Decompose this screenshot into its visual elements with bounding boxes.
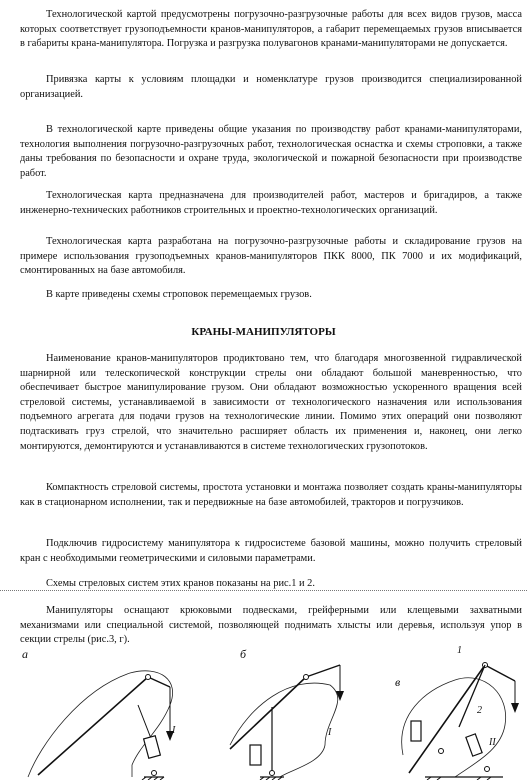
paragraph-section-1: Наименование кранов-манипуляторов продиктовано тем, что благодаря многозвенной гидравлической шарнирной или телескопической конструкции стрелы они обладают большой маневренностью, что обеспечивает быстрое манипулирование грузом. Они обладают возможностью ускоренного вращения всей стреловой системы, устанавливаемой в зависимости от технологического назначения или использования подъемного агрегата для подачи грузов на технологические линии. Помимо этих операций они позволяют подтаскивать груз стрелой, что значительно расширяет область их применения и, наконец, они легко монтируются, демонтируются и устанавливаются в системе технологических грузопотоков. [20,353,522,452]
paragraph-intro-2: Привязка карты к условиям площадки и номенклатуре грузов производится специализированной организацией. [20,74,522,100]
panel-a-label-I: I [172,725,176,736]
section-heading: КРАНЫ-МАНИПУЛЯТОРЫ [191,326,336,338]
figure-panel-v [385,645,525,780]
figure-panel-a [20,645,190,780]
paragraph-intro-4: Технологическая карта предназначена для производителей работ, мастеров и бригадиров, а также инженерно-технических работников строительных и проектно-технологических организаций. [20,190,522,216]
panel-a-letter: а [22,647,28,661]
figure-panel-b [210,645,370,780]
paragraph-section-5: Манипуляторы оснащают крюковыми подвесками, грейферными или клещевыми захватными механизмами или специальной системой, позволяющей поднимать хлысты или деревья, используя упор в секции стрелы (рис.3, г). [20,605,522,646]
crane-diagram-v [385,645,525,780]
paragraph-section-2: Компактность стреловой системы, простота установки и монтажа позволяет создать краны-манипуляторы как в стационарном исполнении, так и передвижные на базе автомобилей, тракторов и погрузчиков. [20,482,522,508]
page-break-divider [0,590,527,591]
panel-v-label-2: 2 [477,705,482,716]
paragraph-intro-6: В карте приведены схемы строповок перемещаемых грузов. [46,289,312,300]
crane-diagram-a [20,645,190,780]
paragraph-intro-5: Технологическая карта разработана на погрузочно-разгрузочные работы и складирование грузов на примере использования грузоподъемных кранов-манипуляторов ПКК 8000, ПК 7000 и их модификаций, смонтированных на базе автомобиля. [20,236,522,277]
panel-v-letter: в [395,675,401,689]
panel-v-label-II: II [489,737,496,748]
panel-v-label-1: 1 [457,645,462,656]
paragraph-intro-3: В технологической карте приведены общие указания по производству работ кранами-манипуляторами, технология выполнения погрузочно-разгрузочных работ, технологическая оснастка и схемы строповки, а также даны требования по безопасности и охране труда, экологической и пожарной безопасности при производстве работ. [20,124,522,179]
panel-b-letter: б [240,647,247,661]
crane-diagram-b [210,645,370,780]
panel-b-label-I: I [328,727,332,738]
paragraph-intro-1: Технологической картой предусмотрены погрузочно-разгрузочные работы для всех видов грузов, масса которых соответствует грузоподъемности кранов-манипуляторов, а габарит перемещаемых грузов вписывается в габариты крана-манипулятора. Погрузка и разгрузка полувагонов кранами-манипуляторами не допускается. [20,9,522,50]
paragraph-section-4: Схемы стреловых систем этих кранов показаны на рис.1 и 2. [46,578,315,589]
paragraph-section-3: Подключив гидросистему манипулятора к гидросистеме базовой машины, можно получить стреловый кран с необходимыми геометрическими и силовыми параметрами. [20,538,522,564]
